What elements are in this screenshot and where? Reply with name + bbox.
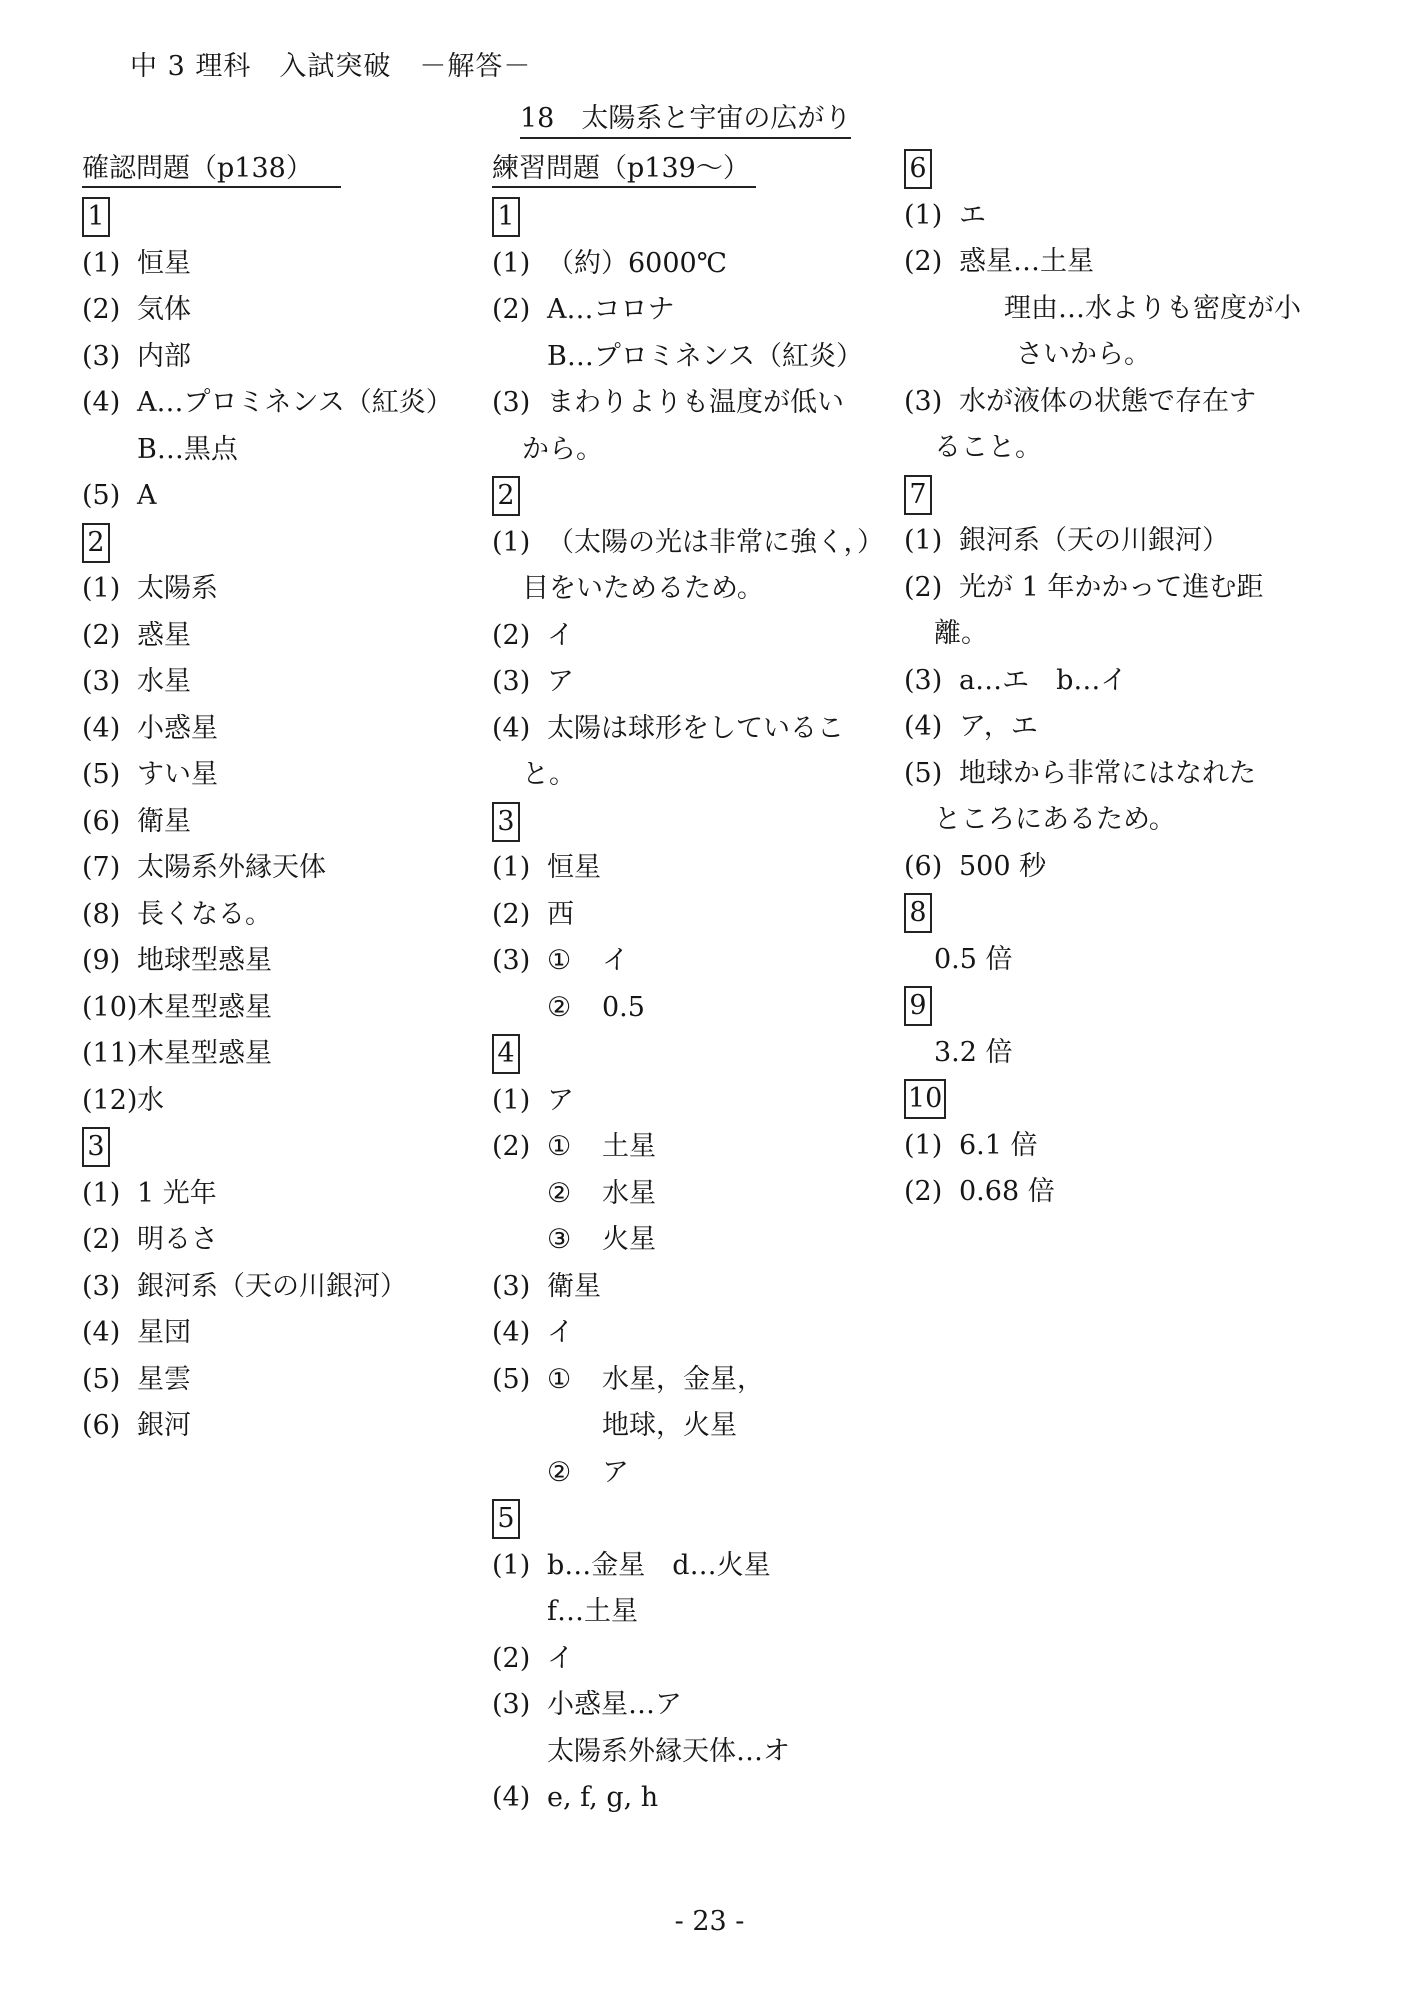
answer-row xyxy=(492,613,912,660)
answer-row xyxy=(492,706,912,753)
answer-text: 理由…水よりも密度が小 xyxy=(1004,292,1301,324)
answer-number: (2) xyxy=(492,1642,531,1674)
answer-text: イ xyxy=(547,1642,574,1674)
answer-text: 水星，金星， xyxy=(602,1363,764,1395)
question-number-row xyxy=(904,146,1344,193)
answer-number: (2) xyxy=(492,898,531,930)
answer-text: （太陽の光は非常に強く，） xyxy=(547,526,884,558)
answer-number: (3) xyxy=(492,945,531,976)
answer-number: (1) xyxy=(492,852,531,883)
answer-number: (4) xyxy=(82,712,121,744)
answer-number: (10) xyxy=(82,991,138,1023)
answer-text: さいから。 xyxy=(1016,339,1151,370)
answer-text: 明るさ xyxy=(137,1224,218,1255)
answer-row xyxy=(82,938,482,985)
answer-row xyxy=(904,658,1344,705)
answer-text: 内部 xyxy=(137,340,191,372)
answer-number: (4) xyxy=(82,1317,121,1348)
answer-text: 6.1 倍 xyxy=(959,1129,1038,1161)
question-number-box: 1 xyxy=(82,197,110,237)
answer-text: 木星型惑星 xyxy=(137,991,272,1023)
question-number-row xyxy=(82,194,482,241)
answer-row xyxy=(904,379,1344,426)
answer-text: 水星 xyxy=(602,1177,656,1209)
answer-text: ところにあるため。 xyxy=(934,804,1176,835)
answer-text: 太陽系外縁天体 xyxy=(137,852,326,883)
answer-row xyxy=(492,892,912,939)
answer-row xyxy=(82,1031,482,1078)
answer-number: (8) xyxy=(82,898,121,930)
answer-row xyxy=(82,659,482,706)
answer-row xyxy=(492,380,912,427)
answer-number: (3) xyxy=(492,1689,531,1720)
question-number-box: 3 xyxy=(82,1127,110,1167)
answer-text: から。 xyxy=(522,433,603,465)
column-renshu xyxy=(492,146,912,1822)
answer-row xyxy=(492,1078,912,1125)
answer-row xyxy=(82,1078,482,1125)
answer-row xyxy=(82,380,482,427)
answer-text: 0.68 倍 xyxy=(959,1176,1055,1207)
answer-number: (1) xyxy=(904,199,943,231)
answer-text: 水星 xyxy=(137,666,191,697)
answer-text: 恒星 xyxy=(547,852,601,883)
answer-text: 1 光年 xyxy=(137,1177,217,1209)
answer-row xyxy=(492,1543,912,1590)
answer-text: 0.5 xyxy=(602,991,645,1023)
answer-row xyxy=(904,704,1344,751)
answer-row xyxy=(904,937,1344,984)
answer-number: (1) xyxy=(82,247,121,279)
answer-number: (4) xyxy=(492,1782,531,1813)
answer-row xyxy=(82,1171,482,1218)
sub-number: ② xyxy=(547,1177,572,1209)
answer-row xyxy=(82,427,482,474)
answer-number: (7) xyxy=(82,852,121,883)
answer-text: ア xyxy=(547,666,574,697)
answer-number: (5) xyxy=(904,757,943,789)
question-number-box: 2 xyxy=(82,523,110,563)
answer-number: (3) xyxy=(82,666,121,697)
answer-row xyxy=(82,985,482,1032)
answer-text: 地球から非常にはなれた xyxy=(959,757,1256,789)
answer-text: 光が 1 年かかって進む距 xyxy=(959,571,1264,603)
column-kakunin xyxy=(82,146,482,1450)
answer-row xyxy=(904,1030,1344,1077)
question-number-box: 6 xyxy=(904,149,932,189)
answer-number: (5) xyxy=(82,759,121,790)
question-number-box: 7 xyxy=(904,475,932,515)
sub-number: ① xyxy=(547,945,572,976)
answer-row xyxy=(904,751,1344,798)
question-number-box: 1 xyxy=(492,197,520,237)
question-number-row xyxy=(492,194,912,241)
answer-text: 星雲 xyxy=(137,1363,191,1395)
answer-text: すい星 xyxy=(137,759,218,790)
answer-number: (6) xyxy=(82,805,121,837)
answer-number: (3) xyxy=(82,340,121,372)
answer-text: e, f, g, h xyxy=(547,1782,659,1813)
answer-number: (2) xyxy=(904,246,943,277)
answer-text: 500 秒 xyxy=(959,850,1047,882)
answer-number: (3) xyxy=(904,664,943,696)
chapter-title: 18 太陽系と宇宙の広がり xyxy=(520,96,851,139)
answer-row xyxy=(492,752,912,799)
answer-number: (5) xyxy=(82,1363,121,1395)
question-number-box: 9 xyxy=(904,986,932,1026)
answer-number: (4) xyxy=(82,387,121,418)
answer-row xyxy=(82,566,482,613)
answer-text: ア xyxy=(602,1456,629,1488)
answer-text: と。 xyxy=(522,759,576,790)
answer-number: (5) xyxy=(82,480,121,511)
answer-text: 太陽系 xyxy=(137,573,218,604)
answer-row xyxy=(492,1124,912,1171)
answer-row xyxy=(904,286,1344,333)
answer-number: (2) xyxy=(492,619,531,651)
answer-text: A…コロナ xyxy=(547,294,675,325)
answer-row xyxy=(904,193,1344,240)
answer-row xyxy=(492,427,912,474)
answer-number: (4) xyxy=(904,711,943,742)
question-number-row xyxy=(904,472,1344,519)
answer-row xyxy=(492,1682,912,1729)
answer-row xyxy=(492,1264,912,1311)
answer-text: 水 xyxy=(137,1084,164,1116)
question-number-box: 4 xyxy=(492,1034,520,1074)
answer-row xyxy=(904,1123,1344,1170)
answer-number: (2) xyxy=(82,294,121,325)
answer-text: 目をいためるため。 xyxy=(522,573,764,604)
answer-number: (6) xyxy=(82,1410,121,1441)
answer-text: 3.2 倍 xyxy=(934,1036,1013,1068)
answer-row xyxy=(492,938,912,985)
answer-text: 長くなる。 xyxy=(137,898,272,930)
answer-text: イ xyxy=(547,619,574,651)
answer-row xyxy=(492,1310,912,1357)
answer-row xyxy=(492,1775,912,1822)
answer-text: 銀河系（天の川銀河） xyxy=(137,1270,407,1302)
answer-row xyxy=(82,1217,482,1264)
answer-text: b…金星 d…火星 xyxy=(547,1549,771,1581)
answer-text: ア，エ xyxy=(959,711,1038,742)
answer-number: (2) xyxy=(82,1224,121,1255)
answer-row xyxy=(82,892,482,939)
answer-row xyxy=(82,1357,482,1404)
section-title: 確認問題（p138） xyxy=(82,146,341,188)
answer-text: 離。 xyxy=(934,618,988,649)
answer-text: 土星 xyxy=(602,1131,656,1162)
answer-text: エ xyxy=(959,199,986,231)
answer-row xyxy=(492,334,912,381)
answer-row xyxy=(492,1729,912,1776)
answer-text: 地球型惑星 xyxy=(137,945,272,976)
answer-row xyxy=(492,845,912,892)
question-number-row xyxy=(492,1031,912,1078)
answer-text: 太陽系外縁天体…オ xyxy=(547,1735,790,1767)
answer-number: (2) xyxy=(904,571,943,603)
answer-row xyxy=(492,1217,912,1264)
answer-row xyxy=(904,425,1344,472)
answer-row xyxy=(82,845,482,892)
answer-text: 星団 xyxy=(137,1317,191,1348)
answer-text: 銀河系（天の川銀河） xyxy=(959,525,1229,556)
answer-text: 惑星…土星 xyxy=(959,246,1094,277)
answer-row xyxy=(492,1636,912,1683)
answer-text: 水が液体の状態で存在す xyxy=(959,385,1256,417)
answer-text: A…プロミネンス（紅炎） xyxy=(137,387,453,418)
answer-number: (3) xyxy=(492,1270,531,1302)
answer-row xyxy=(82,473,482,520)
answer-number: (3) xyxy=(492,387,531,418)
answer-row xyxy=(82,752,482,799)
answer-text: 地球，火星 xyxy=(602,1410,737,1441)
answer-row xyxy=(492,520,912,567)
answer-text: 衛星 xyxy=(547,1270,601,1302)
answer-row xyxy=(82,241,482,288)
question-number-row xyxy=(492,799,912,846)
answer-number: (11) xyxy=(82,1038,138,1069)
answer-row xyxy=(904,565,1344,612)
answer-row xyxy=(904,332,1344,379)
answer-row xyxy=(904,797,1344,844)
question-number-row xyxy=(492,473,912,520)
answer-text: B…黒点 xyxy=(137,433,238,465)
answer-row xyxy=(492,1403,912,1450)
answer-row xyxy=(82,1403,482,1450)
answer-text: 気体 xyxy=(137,294,191,325)
answer-number: (12) xyxy=(82,1084,138,1116)
answer-row xyxy=(904,518,1344,565)
answer-number: (3) xyxy=(82,1270,121,1302)
answer-text: 太陽は球形をしているこ xyxy=(547,712,844,744)
answer-number: (6) xyxy=(904,850,943,882)
answer-row xyxy=(82,1264,482,1311)
answer-row xyxy=(492,1589,912,1636)
sub-number: ② xyxy=(547,1456,572,1488)
answer-row xyxy=(492,659,912,706)
answer-row xyxy=(492,1171,912,1218)
answer-number: (2) xyxy=(904,1176,943,1207)
answer-number: (4) xyxy=(492,712,531,744)
question-number-row xyxy=(904,1076,1344,1123)
page-header: 中 3 理科 入試突破 －解答－ xyxy=(130,51,532,82)
column-continued xyxy=(904,146,1344,1216)
answer-number: (1) xyxy=(904,525,943,556)
question-number-box: 10 xyxy=(904,1079,946,1119)
answer-text: ること。 xyxy=(934,432,1042,463)
answer-text: 恒星 xyxy=(137,247,191,279)
sub-number: ① xyxy=(547,1363,572,1395)
answer-row xyxy=(82,613,482,660)
answer-text: 0.5 倍 xyxy=(934,943,1013,975)
answer-text: 銀河 xyxy=(137,1410,191,1441)
answer-number: (2) xyxy=(82,619,121,651)
question-number-row xyxy=(904,890,1344,937)
page-number: - 23 - xyxy=(674,1906,745,1937)
question-number-box: 5 xyxy=(492,1499,520,1539)
answer-row xyxy=(492,287,912,334)
answer-number: (2) xyxy=(492,294,531,325)
answer-text: 惑星 xyxy=(137,619,191,651)
answer-row xyxy=(82,334,482,381)
sub-number: ① xyxy=(547,1131,572,1162)
question-number-row xyxy=(82,520,482,567)
sub-number: ③ xyxy=(547,1224,572,1255)
answer-text: ア xyxy=(547,1084,574,1116)
answer-row xyxy=(492,241,912,288)
answer-number: (9) xyxy=(82,945,121,976)
answer-row xyxy=(82,1310,482,1357)
answer-number: (3) xyxy=(492,666,531,697)
answer-text: イ xyxy=(547,1317,574,1348)
answer-text: イ xyxy=(602,945,629,976)
answer-text: A xyxy=(137,480,157,511)
answer-number: (1) xyxy=(82,1177,121,1209)
answer-text: 火星 xyxy=(602,1224,656,1255)
answer-text: 小惑星 xyxy=(137,712,218,744)
answer-row xyxy=(492,1357,912,1404)
answer-number: (1) xyxy=(492,1549,531,1581)
answer-row xyxy=(492,566,912,613)
answer-text: 衛星 xyxy=(137,805,191,837)
answer-number: (1) xyxy=(82,573,121,604)
answer-number: (4) xyxy=(492,1317,531,1348)
answer-row xyxy=(82,287,482,334)
answer-text: まわりよりも温度が低い xyxy=(547,387,844,418)
answer-row xyxy=(904,611,1344,658)
answer-text: （約）6000℃ xyxy=(547,247,727,279)
answer-text: 木星型惑星 xyxy=(137,1038,272,1069)
question-number-row xyxy=(904,983,1344,1030)
question-number-box: 2 xyxy=(492,476,520,516)
answer-row xyxy=(904,239,1344,286)
answer-number: (3) xyxy=(904,385,943,417)
question-number-box: 8 xyxy=(904,893,932,933)
answer-row xyxy=(904,1169,1344,1216)
answer-row xyxy=(492,1450,912,1497)
sub-number: ② xyxy=(547,991,572,1023)
answer-row xyxy=(492,985,912,1032)
answer-row xyxy=(82,799,482,846)
answer-text: 西 xyxy=(547,898,574,930)
answer-row xyxy=(904,844,1344,891)
answer-number: (1) xyxy=(492,526,531,558)
answer-text: 小惑星…ア xyxy=(547,1689,682,1720)
answer-number: (5) xyxy=(492,1363,531,1395)
question-number-row xyxy=(492,1496,912,1543)
answer-number: (1) xyxy=(492,1084,531,1116)
answer-text: a…エ b…イ xyxy=(959,664,1128,696)
answer-text: f…土星 xyxy=(547,1596,638,1627)
section-title: 練習問題（p139～） xyxy=(492,146,756,188)
answer-number: (2) xyxy=(492,1131,531,1162)
answer-row xyxy=(82,706,482,753)
answer-number: (1) xyxy=(904,1129,943,1161)
answer-number: (1) xyxy=(492,247,531,279)
question-number-row xyxy=(82,1124,482,1171)
answer-text: B…プロミネンス（紅炎） xyxy=(547,340,864,372)
question-number-box: 3 xyxy=(492,802,520,842)
